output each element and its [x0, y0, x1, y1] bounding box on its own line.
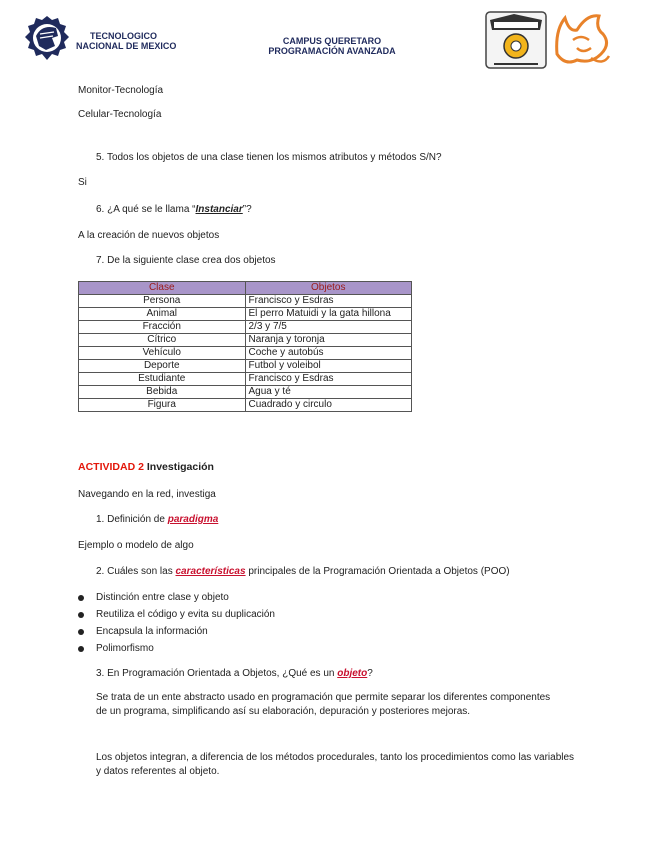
paradigma-term: paradigma: [167, 514, 219, 525]
class-objects-table: [78, 281, 412, 412]
header-clase: Clase: [79, 282, 246, 295]
table-row: [79, 399, 412, 412]
cell-objetos: Cuadrado y circulo: [245, 399, 412, 412]
tecnm-logo: [22, 14, 72, 68]
cell-clase: Vehículo: [79, 347, 246, 360]
list-item: Polimorfismo: [96, 643, 154, 654]
caracteristicas-term: características: [175, 566, 246, 577]
table-row: [79, 360, 412, 373]
cell-objetos: Coche y autobús: [245, 347, 412, 360]
answer-3-paragraph-2: Los objetos integran, a diferencia de los métodos procedurales, tanto los procedimientos como las variables y datos referentes al objeto.: [96, 752, 575, 777]
cell-clase: Fracción: [79, 321, 246, 334]
fox-mascot-logo: [551, 10, 613, 70]
table-row: [79, 373, 412, 386]
table-row: [79, 321, 412, 334]
cell-objetos: Naranja y toronja: [245, 334, 412, 347]
question-7: 7. De la siguiente clase crea dos objetos: [96, 255, 276, 266]
question-1: 1. Definición de paradigma: [96, 514, 219, 525]
activity-heading: ACTIVIDAD 2 Investigación: [78, 461, 214, 473]
answer-celular: Celular-Tecnología: [78, 109, 162, 120]
question-3: 3. En Programación Orientada a Objetos, ¿Qué es un objeto?: [96, 668, 373, 679]
table-row: [79, 386, 412, 399]
list-item: Encapsula la información: [96, 626, 208, 637]
table-header-row: [79, 282, 412, 295]
list-item: Distinción entre clase y objeto: [96, 592, 229, 603]
table-row: [79, 334, 412, 347]
bullet-dot: [78, 612, 84, 618]
cell-objetos: Futbol y voleibol: [245, 360, 412, 373]
cell-clase: Cítrico: [79, 334, 246, 347]
question-6: 6. ¿A qué se le llama “Instanciar”?: [96, 204, 252, 215]
bullet-dot: [78, 595, 84, 601]
answer-3-paragraph-1: Se trata de un ente abstracto usado en programación que permite separar los diferentes componentes de un programa, simplificando así su elaboración, depuración y posteriores mejoras.: [96, 692, 551, 717]
cell-objetos: Agua y té: [245, 386, 412, 399]
list-item: Reutiliza el código y evita su duplicación: [96, 609, 275, 620]
answer-monitor: Monitor-Tecnología: [78, 85, 164, 96]
cell-clase: Estudiante: [79, 373, 246, 386]
question-5: 5. Todos los objetos de una clase tienen los mismos atributos y métodos S/N?: [96, 152, 442, 163]
cell-objetos: 2/3 y 7/5: [245, 321, 412, 334]
school-seal-logo: [484, 10, 548, 70]
school-name: TECNOLOGICO NACIONAL DE MEXICO: [76, 31, 177, 51]
cell-objetos: Francisco y Esdras: [245, 373, 412, 386]
cell-clase: Figura: [79, 399, 246, 412]
cell-objetos: Francisco y Esdras: [245, 295, 412, 308]
cell-clase: Animal: [79, 308, 246, 321]
answer-5: Si: [78, 177, 87, 188]
question-2: 2. Cuáles son las características principales de la Programación Orientada a Objetos (POO): [96, 566, 510, 577]
bullet-dot: [78, 629, 84, 635]
answer-6: A la creación de nuevos objetos: [78, 230, 220, 241]
cell-clase: Deporte: [79, 360, 246, 373]
header-objetos: Objetos: [245, 282, 412, 295]
table-row: [79, 295, 412, 308]
cell-clase: Bebida: [79, 386, 246, 399]
bullet-dot: [78, 646, 84, 652]
table-row: [79, 308, 412, 321]
table-row: [79, 347, 412, 360]
instanciar-term: Instanciar: [195, 204, 243, 215]
answer-1: Ejemplo o modelo de algo: [78, 540, 194, 551]
campus-title: CAMPUS QUERETARO PROGRAMACIÓN AVANZADA: [268, 36, 396, 56]
activity-intro: Navegando en la red, investiga: [78, 489, 216, 500]
cell-clase: Persona: [79, 295, 246, 308]
cell-objetos: El perro Matuidi y la gata hillona: [245, 308, 412, 321]
objeto-term: objeto: [337, 668, 368, 679]
